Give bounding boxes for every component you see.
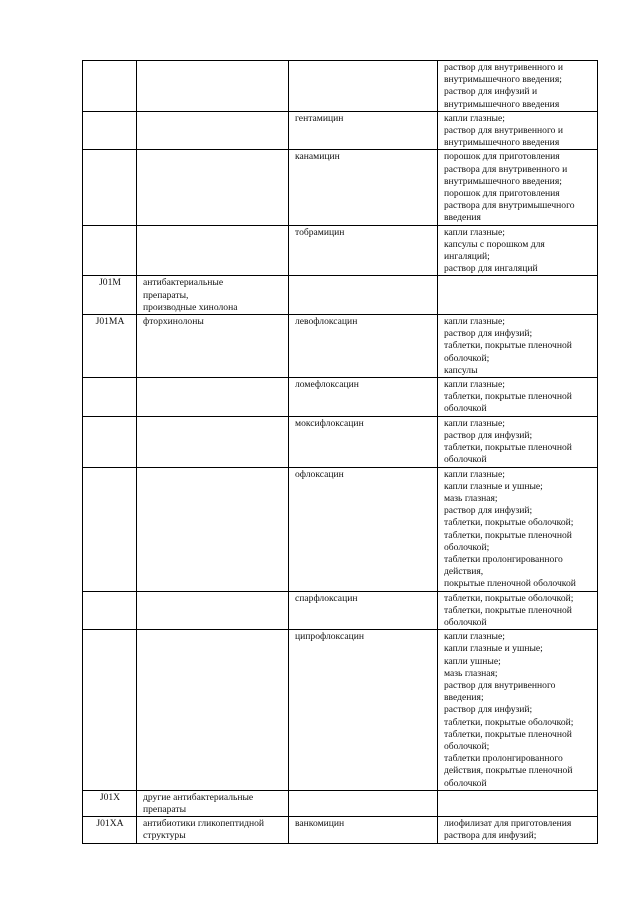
atc-code-cell	[83, 378, 137, 417]
atc-code-cell	[83, 416, 137, 467]
dosage-form-line: оболочкой;	[444, 541, 490, 553]
dosage-form-line: порошок для приготовления	[444, 188, 560, 200]
table-row	[83, 315, 598, 378]
drug-name-cell: ванкомицин	[289, 817, 438, 843]
anatomical-group-cell	[137, 817, 289, 843]
table-row	[83, 630, 598, 791]
dosage-forms-cell	[438, 467, 598, 591]
drug-name-cell: ципрофлоксацин	[289, 630, 438, 791]
dosage-form-line: раствор для внутривенного и	[444, 62, 563, 73]
dosage-form-line: раствор для внутривенного	[444, 679, 556, 691]
table-row	[83, 150, 598, 225]
dosage-form-line: капли глазные и ушные;	[444, 643, 543, 655]
dosage-forms-cell	[438, 817, 598, 843]
anatomical-group-cell	[137, 467, 289, 591]
dosage-form-line: капли глазные и ушные;	[444, 480, 543, 492]
dosage-form-line: капли глазные;	[444, 316, 505, 328]
dosage-form-line: оболочкой;	[444, 740, 490, 752]
anatomical-group-cell	[137, 315, 289, 378]
atc-code-cell	[83, 111, 137, 150]
table-row	[83, 225, 598, 276]
dosage-form-line: раствора для внутривенного и	[444, 163, 568, 175]
group-line: другие антибактериальные	[143, 791, 254, 803]
dosage-form-line: таблетки, покрытые пленочной	[444, 604, 572, 616]
drug-name-cell	[289, 790, 438, 816]
anatomical-group-cell	[137, 790, 289, 816]
dosage-form-line: капли глазные;	[444, 468, 505, 480]
dosage-form-line: внутримышечного введения;	[444, 175, 562, 187]
dosage-form-line: внутримышечного введения	[444, 98, 560, 110]
drug-name-cell: офлоксацин	[289, 467, 438, 591]
dosage-form-line: таблетки, покрытые пленочной	[444, 728, 572, 740]
dosage-form-line: таблетки, покрытые пленочной	[444, 442, 572, 454]
dosage-form-line: раствор для инфузий;	[444, 704, 533, 716]
dosage-forms-cell	[438, 150, 598, 225]
dosage-forms-cell	[438, 378, 598, 417]
anatomical-group-cell	[137, 378, 289, 417]
dosage-form-line: капли глазные;	[444, 631, 505, 643]
dosage-forms-cell	[438, 276, 598, 315]
table-row	[83, 467, 598, 591]
dosage-forms-cell	[438, 111, 598, 150]
dosage-form-line: ингаляций;	[444, 251, 490, 263]
dosage-form-line: раствор для инфузий и	[444, 86, 538, 98]
group-line: антибактериальные	[143, 277, 224, 289]
drug-table-body	[83, 61, 598, 844]
dosage-form-line: таблетки, покрытые пленочной	[444, 529, 572, 541]
dosage-form-line: покрытые пленочной оболочкой	[444, 578, 576, 590]
table-row	[83, 416, 598, 467]
anatomical-group-cell	[137, 150, 289, 225]
dosage-form-line: таблетки, покрытые оболочкой;	[444, 716, 574, 728]
table-row	[83, 817, 598, 843]
table-row	[83, 378, 598, 417]
drug-name-cell: спарфлоксацин	[289, 591, 438, 630]
atc-code-cell	[83, 150, 137, 225]
anatomical-group-cell	[137, 276, 289, 315]
group-line: фторхинолоны	[143, 316, 204, 328]
anatomical-group-cell	[137, 591, 289, 630]
atc-code-cell: J01M	[83, 276, 137, 315]
drug-name-cell: левофлоксацин	[289, 315, 438, 378]
atc-code-cell	[83, 225, 137, 276]
dosage-forms-cell	[438, 315, 598, 378]
dosage-form-line: капли глазные;	[444, 226, 505, 238]
dosage-forms-cell	[438, 630, 598, 791]
dosage-forms-cell	[438, 225, 598, 276]
atc-code-cell: J01MA	[83, 315, 137, 378]
dosage-form-line: раствор для ингаляций	[444, 263, 538, 275]
anatomical-group-cell	[137, 225, 289, 276]
dosage-form-line: капли глазные;	[444, 379, 505, 391]
drug-table	[82, 60, 598, 844]
dosage-forms-cell	[438, 61, 598, 112]
drug-name-cell	[289, 61, 438, 112]
atc-code-cell: J01X	[83, 790, 137, 816]
table-row	[83, 111, 598, 150]
dosage-form-line: раствор для инфузий;	[444, 328, 533, 340]
table-row	[83, 790, 598, 816]
dosage-form-line: капсулы	[444, 364, 478, 376]
dosage-form-line: лиофилизат для приготовления	[444, 818, 572, 830]
anatomical-group-cell	[137, 630, 289, 791]
dosage-form-line: оболочкой	[444, 403, 487, 415]
dosage-form-line: таблетки, покрытые пленочной	[444, 340, 572, 352]
group-line: антибиотики гликопептидной	[143, 818, 265, 830]
group-line: производные хинолона	[143, 301, 238, 313]
dosage-form-line: действия,	[444, 566, 484, 578]
dosage-form-line: раствор для инфузий;	[444, 429, 533, 441]
dosage-form-line: таблетки, покрытые пленочной	[444, 391, 572, 403]
dosage-form-line: порошок для приготовления	[444, 151, 560, 163]
table-row	[83, 61, 598, 112]
dosage-form-line: таблетки, покрытые оболочкой;	[444, 517, 574, 529]
dosage-form-line: капли глазные;	[444, 417, 505, 429]
drug-name-cell: канамицин	[289, 150, 438, 225]
dosage-form-line: таблетки, покрытые оболочкой;	[444, 592, 574, 604]
atc-code-cell	[83, 591, 137, 630]
dosage-form-line: таблетки пролонгированного	[444, 753, 563, 765]
table-row	[83, 591, 598, 630]
dosage-form-line: капли глазные;	[444, 112, 505, 124]
drug-name-cell	[289, 276, 438, 315]
dosage-form-line: капсулы с порошком для	[444, 238, 545, 250]
anatomical-group-cell	[137, 61, 289, 112]
dosage-form-line: капли ушные;	[444, 655, 501, 667]
dosage-form-line: внутримышечного введения	[444, 137, 560, 149]
dosage-form-line: внутримышечного введения;	[444, 74, 562, 86]
dosage-form-line: введения	[444, 212, 481, 224]
dosage-form-line: оболочкой	[444, 454, 487, 466]
group-line: структуры	[143, 830, 186, 842]
atc-code-cell	[83, 61, 137, 112]
drug-name-cell: моксифлоксацин	[289, 416, 438, 467]
dosage-form-line: введения;	[444, 692, 484, 704]
drug-name-cell: гентамицин	[289, 111, 438, 150]
drug-name-cell: тобрамицин	[289, 225, 438, 276]
dosage-form-line: мазь глазная;	[444, 667, 498, 679]
drug-name-cell: ломефлоксацин	[289, 378, 438, 417]
table-row	[83, 276, 598, 315]
group-line: препараты,	[143, 289, 189, 301]
atc-code-cell: J01XA	[83, 817, 137, 843]
dosage-form-line: таблетки пролонгированного	[444, 553, 563, 565]
anatomical-group-cell	[137, 416, 289, 467]
dosage-forms-cell	[438, 416, 598, 467]
dosage-form-line: оболочкой	[444, 616, 487, 628]
dosage-form-line: оболочкой;	[444, 352, 490, 364]
dosage-form-line: мазь глазная;	[444, 492, 498, 504]
dosage-form-line: действия, покрытые пленочной	[444, 765, 573, 777]
anatomical-group-cell	[137, 111, 289, 150]
dosage-form-line: раствор для внутривенного и	[444, 125, 563, 137]
group-line: препараты	[143, 803, 187, 815]
dosage-forms-cell	[438, 591, 598, 630]
atc-code-cell	[83, 467, 137, 591]
dosage-form-line: раствор для инфузий;	[444, 505, 533, 517]
dosage-form-line: раствора для внутримышечного	[444, 200, 575, 212]
dosage-form-line: оболочкой	[444, 777, 487, 789]
dosage-forms-cell	[438, 790, 598, 816]
atc-code-cell	[83, 630, 137, 791]
dosage-form-line: раствора для инфузий;	[444, 830, 537, 842]
